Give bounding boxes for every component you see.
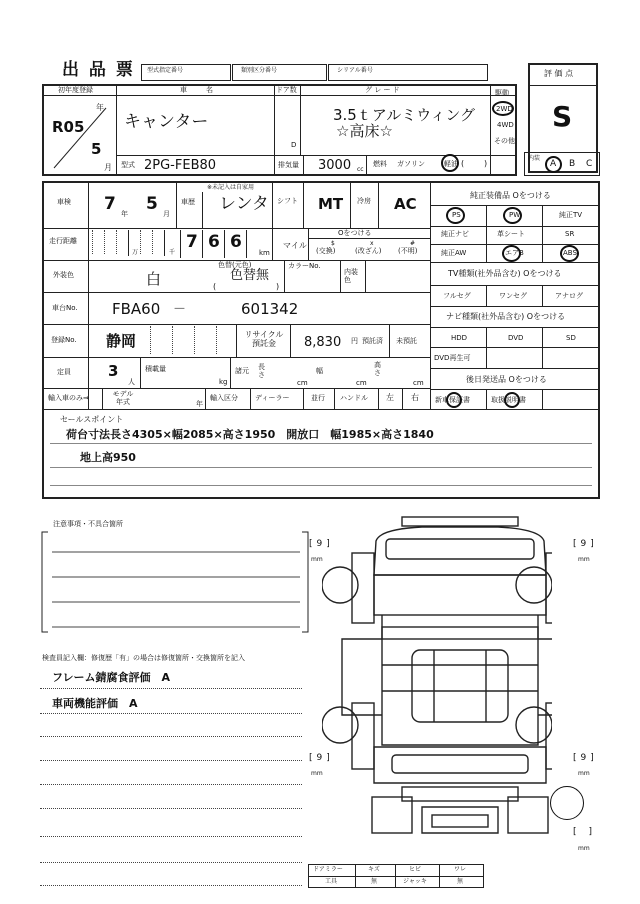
shift-value: MT (318, 195, 344, 213)
tire-spare-unit: mm (578, 845, 590, 852)
car-name: キャンター (124, 112, 209, 132)
interior-b: B (569, 159, 576, 169)
ac-value: AC (394, 195, 417, 213)
handle-left: 左 (386, 393, 394, 402)
fuel-diesel-circle (441, 154, 459, 172)
drive-label: 駆動 (495, 89, 509, 97)
repaint-value: 色替無 (230, 268, 270, 283)
dvd-playback: DVD再生可 (434, 354, 471, 362)
class-label: 類別区分番号 (241, 67, 278, 74)
mileage-circle-note: Oをつける (338, 229, 372, 237)
function-rating: 車両機能評価 A (52, 697, 138, 710)
legend-tools-label: 工具 (325, 878, 338, 885)
first-reg-label: 初年度登録 (58, 86, 93, 94)
legend-jack-label: ジャッキ (403, 878, 427, 885)
model-cert-label: 型式指定番号 (147, 67, 184, 74)
color-no-label: カラーNo. (288, 262, 321, 270)
tire-rr-unit: mm (578, 770, 590, 777)
score-value: S (552, 100, 573, 133)
legend-crack: ヒビ (409, 866, 422, 873)
later-warranty: 新車保証書 (435, 396, 470, 404)
mileage-label: 走行距離 (49, 237, 77, 245)
recycle-unit: 円 (351, 337, 358, 345)
recycle-done: 預託済 (362, 337, 383, 345)
equip-ps: PS (452, 211, 461, 219)
car-name-label: 車 名 (180, 86, 219, 94)
navi-title: ナビ種類(社外品含む) Oをつける (446, 312, 566, 321)
interior-label: 内装 (528, 155, 541, 162)
tire-fr-unit: mm (578, 556, 590, 563)
ac-label: 冷房 (357, 197, 371, 205)
length-cm: cm (297, 379, 308, 387)
first-reg-year: R05 (52, 118, 85, 136)
displacement-value: 3000 (318, 158, 352, 173)
tamper-sym: x (370, 240, 374, 247)
fuel-gasoline: ガソリン (397, 160, 425, 168)
drive-other: その他 (494, 137, 515, 145)
class-box (232, 64, 327, 81)
selling-point-line2: 地上高950 (80, 451, 136, 464)
vehicle-diagram (322, 515, 552, 855)
legend-break: ワレ (454, 866, 467, 873)
recycle-not: 未預託 (396, 337, 417, 345)
repaint-paren-close: ) (276, 282, 280, 291)
inspection-month-unit: 月 (163, 210, 170, 218)
equip-leather: 革シート (497, 230, 525, 238)
inspection-label: 車検 (57, 198, 71, 206)
serial-label: シリアル番号 (337, 67, 373, 74)
door-d: D (291, 141, 297, 149)
navi-dvd: DVD (508, 334, 524, 342)
drive-4wd: 4WD (497, 121, 514, 129)
later-title: 後日発送品 Oをつける (466, 375, 547, 384)
selling-point-line1: 荷台寸法長さ4305×幅2085×高さ1950 開放口 幅1985×高さ1840 (66, 428, 434, 441)
history-value: レンタ (219, 194, 269, 214)
legend-mirror: ドアミラー (313, 866, 343, 873)
capacity-unit: 人 (128, 378, 135, 386)
unknown-label: (不明) (398, 247, 418, 255)
frame-rust-rating: フレーム錆腐食評価 A (52, 671, 171, 684)
navi-sd: SD (566, 334, 576, 342)
year-unit: 年 (96, 103, 104, 112)
legend-jack-value: 無 (457, 878, 464, 885)
form-title: 出 品 票 (62, 60, 135, 80)
serial-box (328, 64, 488, 81)
reg-label: 登録No. (51, 336, 77, 344)
equip-airbag-circle (502, 245, 521, 262)
load-label: 積載量 (145, 365, 166, 373)
mileage-digit-2: 6 (208, 232, 220, 252)
interior-grade-box (524, 152, 600, 176)
equip-airbag: エアB (505, 249, 524, 257)
handle-right: 右 (411, 393, 419, 402)
doors-label: ドア数 (276, 86, 297, 94)
first-reg-month: 5 (91, 140, 102, 158)
chassis-number: 601342 (241, 300, 299, 318)
unknown-sym: # (410, 240, 416, 247)
tire-front-right-depth: 9 (580, 539, 587, 549)
chassis-prefix: FBA60 (112, 300, 161, 318)
import-label: 輸入車のみ⇒ (48, 394, 89, 402)
load-kg: kg (219, 378, 228, 386)
tire-rear-left-depth: 9 (316, 753, 323, 763)
width-cm: cm (356, 379, 367, 387)
legend-scratch: キズ (368, 866, 380, 873)
later-manual: 取扱説明書 (491, 396, 526, 404)
inspection-year-unit: 年 (121, 210, 128, 218)
score-label: 評 価 点 (544, 69, 574, 78)
navi-hdd: HDD (451, 334, 468, 342)
tv-fullseg: フルセグ (443, 292, 471, 300)
fuel-paren-open: ( (461, 159, 465, 168)
later-warranty-circle (446, 392, 462, 408)
model-cert-box (141, 64, 231, 81)
handle-label: ハンドル (340, 394, 368, 402)
inspection-year: 7 (104, 194, 116, 214)
grade-line1: 3.5ｔアルミウィング (333, 106, 476, 124)
tv-analog: アナログ (555, 292, 583, 300)
inspector-label: 検査員記入欄：修復歴「有」の場合は修復箇所・交換箇所を記入 (42, 654, 245, 662)
equip-tv: 純正TV (559, 211, 583, 219)
width-label: 幅 (316, 367, 323, 375)
tv-title: TV種類(社外品含む) Oをつける (448, 269, 562, 278)
equip-aw: 純正AW (441, 249, 467, 257)
exchange-label: (交換) (316, 247, 336, 255)
shift-label: シフト (277, 197, 298, 205)
interior-a-circle (545, 156, 562, 173)
month-unit: 月 (104, 163, 112, 172)
fuel-diesel: 軽油 (444, 160, 458, 168)
equipment-title: 純正装備品 Oをつける (470, 191, 551, 200)
tire-rear-right-depth: 9 (580, 753, 587, 763)
drive-2wd: 2WD (496, 105, 513, 113)
cc-unit: cc (357, 166, 364, 173)
equip-navi: 純正ナビ (441, 230, 469, 238)
tire-rl-unit: mm (311, 770, 323, 777)
equip-pw-circle (503, 207, 522, 224)
model-value: 2PG-FEB80 (144, 158, 217, 173)
mileage-man: 万 (132, 249, 139, 256)
tire-rr-bracket: [ 9 ] (573, 753, 594, 763)
history-label: 車歴 (181, 198, 195, 206)
notes-bracket (40, 527, 310, 647)
chassis-label: 車台No. (52, 304, 78, 312)
grade-label: グ レ ー ド (365, 86, 400, 94)
recycle-value: 8,830 (304, 335, 342, 350)
equip-abs-circle (560, 245, 579, 262)
fuel-label: 燃料 (373, 160, 387, 168)
dims-label: 諸元 (235, 367, 249, 375)
tire-fl-bracket: [ 9 ] (309, 539, 330, 549)
interior-c: C (586, 159, 593, 169)
inspection-month: 5 (146, 194, 158, 214)
import-type-label: 輸入区分 (210, 394, 238, 402)
capacity-label: 定員 (57, 368, 71, 376)
reg-value: 静岡 (106, 332, 137, 350)
mile-label: マイル (283, 241, 307, 250)
recycle-label: リサイクル預託金 (244, 330, 284, 348)
equip-ps-circle (446, 207, 465, 224)
drive-2wd-circle (492, 101, 514, 116)
mileage-digit-3: 6 (230, 232, 242, 252)
mileage-digits (92, 230, 244, 258)
height-cm: cm (413, 379, 424, 387)
model-year-unit: 年 (196, 400, 203, 408)
tv-oneseg: ワンセグ (499, 292, 527, 300)
model-year-label: モデル年式 (112, 390, 134, 406)
grade-line2: ☆高床☆ (336, 122, 393, 140)
selling-points-label: セールスポイント (60, 415, 124, 424)
exterior-color: 白 (146, 270, 162, 288)
mileage-digit-1: 7 (186, 232, 198, 252)
import-dealer: ディーラー (255, 394, 290, 402)
tire-fl-unit: mm (311, 556, 323, 563)
history-note: ※未記入は自家用 (207, 184, 255, 191)
model-label: 型式 (121, 161, 135, 169)
interior-a: A (550, 159, 557, 169)
tire-rl-bracket: [ 9 ] (309, 753, 330, 763)
mileage-km: km (259, 249, 270, 257)
equip-abs: ABS (563, 249, 577, 257)
chassis-dash: － (173, 302, 187, 317)
displacement-label: 排気量 (278, 161, 299, 169)
legend-tools-value: 無 (371, 878, 378, 885)
tire-fr-bracket: [ 9 ] (573, 539, 594, 549)
interior-color-label: 内装色 (344, 268, 358, 285)
spare-tire-circle (550, 786, 584, 820)
fuel-paren-close: ) (484, 159, 488, 168)
exchange-sym: $ (331, 240, 335, 247)
length-label: 長さ (258, 363, 265, 379)
later-manual-circle (504, 392, 520, 408)
height-label: 高さ (374, 361, 381, 377)
import-parallel: 並行 (311, 394, 325, 402)
legend-table (308, 864, 484, 888)
tire-front-left-depth: 9 (316, 539, 323, 549)
equip-sr: SR (565, 230, 575, 238)
equip-pw: PW (509, 211, 521, 219)
mileage-sen: 千 (169, 249, 176, 256)
notes-label: 注意事項・不具合箇所 (53, 520, 123, 528)
repaint-paren-open: ( (213, 282, 217, 291)
exterior-label: 外装色 (53, 271, 74, 279)
tamper-label: (改ざん) (355, 247, 382, 255)
repaint-label: 色替(元色) (218, 261, 252, 269)
capacity-value: 3 (108, 362, 119, 380)
tire-spare-bracket: [ ] (573, 827, 593, 837)
